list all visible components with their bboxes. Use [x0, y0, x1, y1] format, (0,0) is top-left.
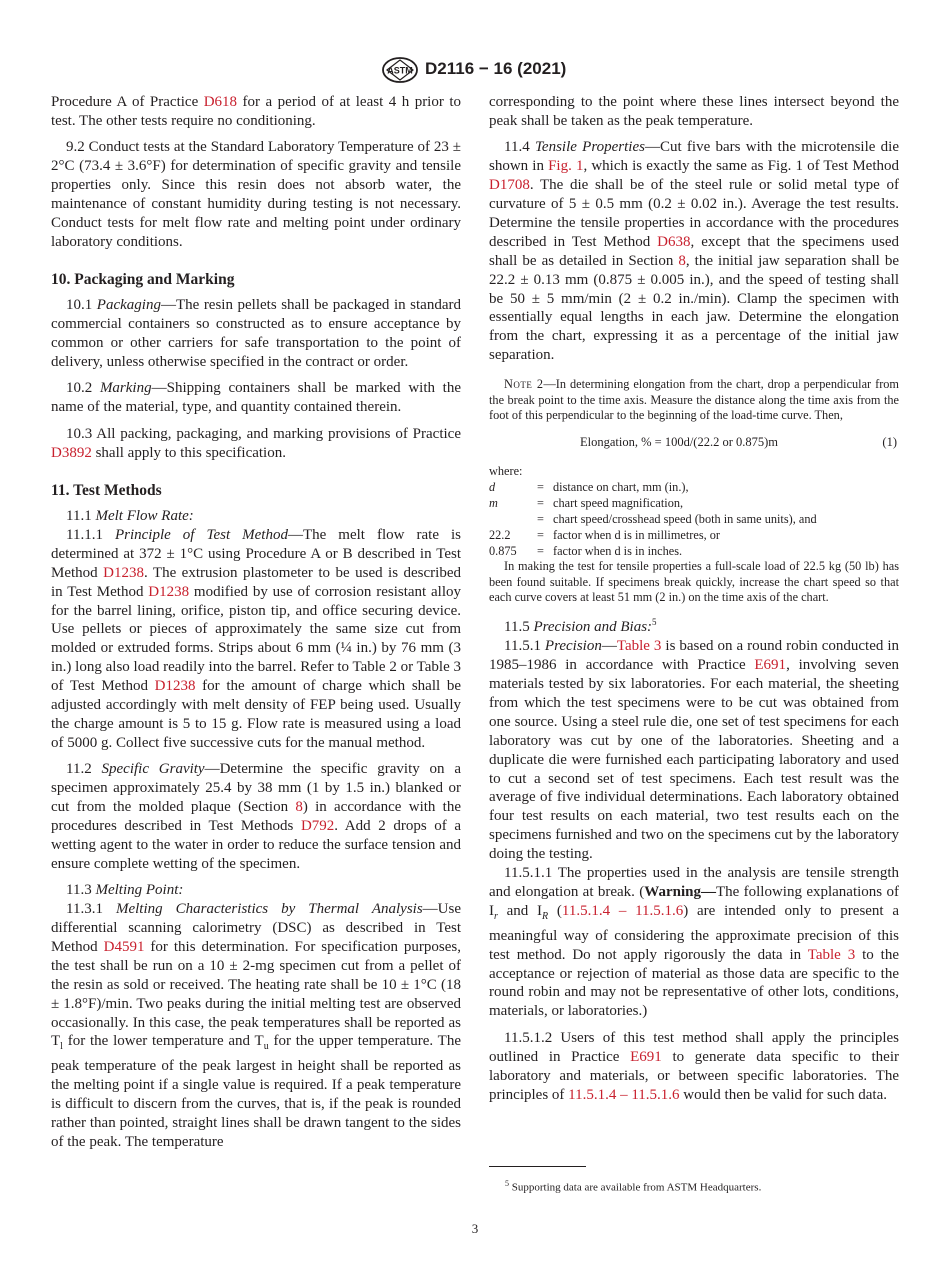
link-table-3[interactable]: Table 3	[807, 946, 856, 963]
document-id: D2116 − 16 (2021)	[425, 59, 567, 78]
link-11-5-1-4[interactable]: 11.5.1.4 – 11.5.1.6	[568, 1086, 680, 1103]
note-2: Note 2—In determining elongation from the chart, drop a perpendicular from the break point to the time axis. Measure the distance along the time axis from the foot of this perpendicular to the beginning of the load-time curve. Then,	[489, 377, 899, 423]
where-sym: m	[489, 495, 498, 510]
paragraph-11-1: 11.1 Melt Flow Rate:	[66, 508, 194, 524]
where-row	[489, 543, 899, 559]
heading-section-10: 10. Packaging and Marking	[51, 270, 235, 288]
link-d3892[interactable]: D3892	[51, 444, 92, 461]
link-d1708[interactable]: D1708	[489, 177, 530, 194]
link-11-5-1-4[interactable]: 11.5.1.4 – 11.5.1.6	[561, 902, 684, 919]
left-column	[51, 93, 461, 1152]
link-table-3[interactable]: Table 3	[616, 638, 662, 655]
paragraph-11-5: 11.5 Precision and Bias:$^5$	[504, 617, 657, 636]
link-d618[interactable]: D618	[203, 94, 238, 110]
footnote-5: $^5$ Supporting data are available from ASTM Headquarters.	[505, 1179, 762, 1194]
paragraph-11-5-1-2: 11.5.1.2 Users of this test method shall apply the principles outlined in Practice E691 to generate data specific to their laboratory and materials, or between specific laboratories. The principles of 11.5.1.4 – 11.5.1.6 would then be valid for such data.	[489, 1029, 899, 1103]
note-2-continued: In making the test for tensile properties a full-scale load of 22.5 kg (50 lb) has been found suitable. If specimens break quickly, increase the chart speed so that each curve covers at least 51 mm (2 in.) on the time axis of the chart.	[489, 558, 899, 605]
right-column	[489, 93, 899, 1104]
where-sym: 22.2	[489, 527, 511, 542]
link-e691[interactable]: E691	[754, 657, 787, 674]
paragraph-9-1-cont: Procedure A of Practice D618 for a period of at least 4 h prior to test. The other tests require no conditioning.	[51, 94, 461, 129]
link-section-8[interactable]: 8	[678, 252, 686, 269]
page-number: 3	[471, 1221, 479, 1236]
paragraph-10-1: 10.1 Packaging—The resin pellets shall be packaged in standard commercial containers so constructed as to ensure acceptance by common or other carriers for safe transportation to the point of delivery, unless otherwise specified in the contract or order.	[51, 297, 461, 370]
page-header	[0, 57, 950, 83]
where-desc: chart speed magnification,	[553, 495, 684, 510]
where-eq: =	[537, 511, 544, 526]
link-d638[interactable]: D638	[657, 233, 691, 250]
where-sym: 0.875	[489, 543, 517, 558]
where-list	[489, 479, 899, 559]
where-row	[489, 511, 899, 527]
paragraph-11-4: 11.4 Tensile Properties—Cut five bars with the microtensile die shown in Fig. 1, which is exactly the same as Fig. 1 of Test Method D1708. The die shall be of the steel rule or solid metal type of curvature of 5 ± 0.5 mm (0.2 ± 0.02 in.). Average the test results. Determine the tensile properties in accordance with the procedures described in Test Method D638, except that the specimens used shall be as detailed in Section 8, the initial jaw separation shall be 22.2 ± 0.13 mm (0.875 ± 0.005 in.), and the speed of testing shall be 50 ± 5 mm/min (2 ± 0.2 in./min). Clamp the specimen with essentially equal lengths in each jaw. Determine the elongation from the chart, expressing it as a percentage of the initial jaw separation.	[489, 139, 900, 364]
paragraph-11-3-1-cont: corresponding to the point where these lines intersect beyond the peak shall be taken as the peak temperature.	[489, 94, 899, 129]
where-sym	[489, 511, 537, 527]
where-eq: =	[537, 527, 544, 542]
paragraph-11-5-1-1: 11.5.1.1 The properties used in the analysis are tensile strength and elongation at break. (Warning—The following explanations of $I_r$ and $I_R$ (11.5.1.4 – 11.5.1.6) are intended only to present a meaningful way of considering the approximate precision of this test method. Do not apply rigorously the data in Table 3 to the acceptance or rejection of material as those data are specific to the round robin and may not be representative of other lots, conditions, materials, or laboratories.)	[489, 865, 900, 1020]
equation-1	[489, 435, 899, 452]
where-eq: =	[537, 479, 544, 494]
where-desc: factor when d is in millimetres, or	[553, 527, 720, 542]
equation-body: Elongation, % = 100d/(22.2 or 0.875)m	[580, 434, 778, 449]
paragraph-11-3-1: 11.3.1 Melting Characteristics by Thermal Analysis—Use differential scanning calorimetry (DSC) as described in Test Method D4591 for this determination. For specification purposes, the test shall be run on a 10 ± 2-mg specimen cut from a pellet of the resin as sold or received. The heating rate shall be 10 ± 1°C (18 ± 1.8°F)/min. Two peaks during the initial melting test are observed occasionally. In this case, the peak temperatures shall be reported as $T_l$ for the lower temperature and $T_u$ for the upper temperature. The peak temperature of the peak largest in height shall be reported as the melting point if a single value is required. If a peak temperature is difficult to discern from the curves, that is, if the peak is rounded rather than pointed, straight lines shall be drawn tangent to the sides of the peak. The temperature	[51, 901, 461, 1150]
link-d792[interactable]: D792	[300, 818, 335, 834]
where-sym: d	[489, 479, 496, 494]
where-desc: factor when d is in inches.	[553, 543, 683, 558]
link-fig-1[interactable]: Fig. 1	[548, 158, 584, 175]
link-d1238[interactable]: D1238	[148, 583, 190, 600]
equation-number: (1)	[882, 434, 897, 449]
paragraph-11-1-1: 11.1.1 Principle of Test Method—The melt flow rate is determined at 372 ± 1°C using Procedure A or B described in Test Method D1238. The extrusion plastometer to be used is described in Test Method D1238 modified by use of corrosion resistant alloy for the barrel lining, orifice, piston tip, and office securing device. Use pellets or pieces of approximately the same size cut from molded or extruded forms. Strips about 6 mm (¼ in.) by 76 mm (3 in.) long also load readily into the barrel. Refer to Table 2 or Table 3 of Test Method D1238 for the amount of charge which shall be adjusted accordingly with melt density of FEP being used. Usually the charge amount is 5 to 15 g. Flow rate is measured using a load of 5000 g. Collect five successive cuts for the manual method.	[51, 526, 461, 751]
where-row	[489, 527, 899, 543]
paragraph-11-3: 11.3 Melting Point:	[66, 882, 184, 899]
where-row	[489, 495, 899, 511]
paragraph-10-3: 10.3 All packing, packaging, and marking provisions of Practice D3892 shall apply to this specification.	[51, 425, 461, 461]
link-d4591[interactable]: D4591	[103, 938, 145, 955]
where-eq: =	[537, 495, 544, 510]
where-row	[489, 479, 899, 495]
link-e691[interactable]: E691	[630, 1048, 662, 1065]
astm-logo-icon	[381, 57, 419, 83]
where-eq: =	[537, 543, 544, 558]
paragraph-10-2: 10.2 Marking—Shipping containers shall be marked with the name of the material, type, and quantity contained therein.	[51, 380, 461, 416]
where-desc: chart speed/crosshead speed (both in same units), and	[553, 511, 817, 526]
paragraph-11-2: 11.2 Specific Gravity—Determine the specific gravity on a specimen approximately 25.4 by 38 mm (1 by 1.5 in.) blanked or cut from the molded plaque (Section 8) in accordance with the procedures described in Test Methods D792. Add 2 drops of a wetting agent to the water in order to reduce the surface tension and ensure complete wetting of the specimen.	[51, 761, 461, 872]
link-section-8[interactable]: 8	[295, 799, 303, 816]
link-d1238[interactable]: D1238	[103, 564, 144, 581]
where-label: where:	[489, 463, 523, 478]
svg-text:ASTM: ASTM	[387, 65, 413, 76]
heading-section-11: 11. Test Methods	[51, 481, 162, 499]
footnote-rule	[489, 1166, 586, 1167]
paragraph-9-2: 9.2 Conduct tests at the Standard Laboratory Temperature of 23 ± 2°C (73.4 ± 3.6°F) for determination of specific gravity and tensile properties only. Since this resin does not absorb water, the maintenance of constant humidity during testing is not necessary. Conduct tests for melt flow rate and melting point under ordinary laboratory conditions.	[51, 139, 461, 250]
paragraph-11-5-1: 11.5.1 Precision—Table 3 is based on a round robin conducted in 1985–1986 in accordance with Practice E691, involving seven materials tested by six laboratories. For each material, the sheeting from which the test specimens were to be cut was obtained from one source. Using a steel rule die, one set of test specimens for each laboratory was cut by one of the laboratories. Sheeting and a duplicate die were furnished each participating laboratory and used to cut a second set of test specimens. Each test result was the average of five individual determinations. Each laboratory obtained four test results on each material, two test results each on the specimens furnished and two on the specimens cut by the laboratory doing the testing.	[489, 638, 899, 863]
where-desc: distance on chart, mm (in.),	[553, 479, 689, 494]
link-d1238[interactable]: D1238	[154, 678, 196, 695]
